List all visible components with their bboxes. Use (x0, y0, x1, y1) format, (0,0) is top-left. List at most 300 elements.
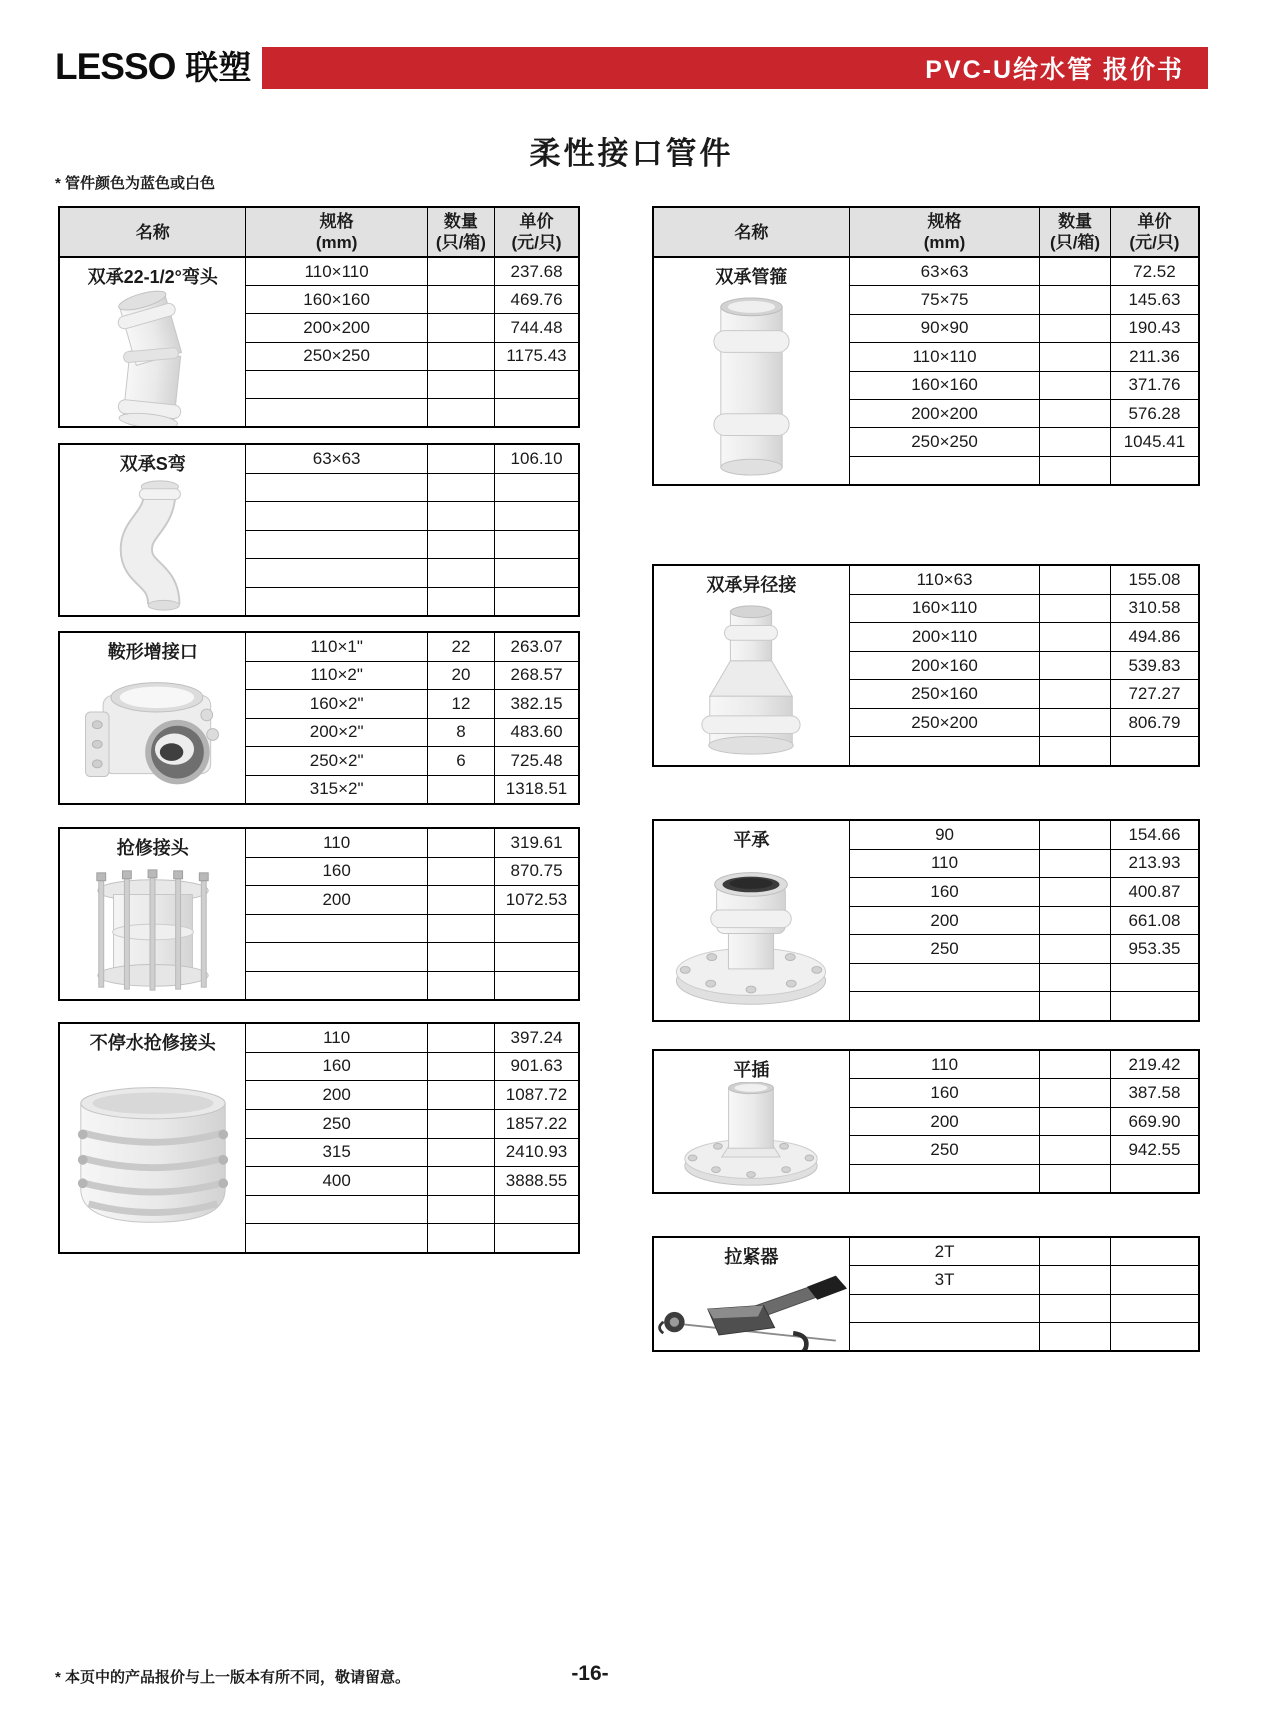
qty-cell (428, 399, 495, 426)
table-row (850, 1079, 1198, 1107)
spec-cell (246, 1224, 427, 1252)
price-cell (495, 1224, 578, 1252)
spec-rows (850, 821, 1198, 1020)
table-row (850, 850, 1198, 879)
spec-cell: 315×2" (246, 776, 427, 804)
qty-cell (1040, 992, 1111, 1020)
qty-cell (1040, 1079, 1111, 1106)
logo-latin-text: LESSO (55, 46, 176, 87)
price-cell (1111, 992, 1198, 1020)
price-cell (1111, 1238, 1198, 1265)
spec-cell: 110×63 (850, 566, 1040, 594)
product-name: 双承管箍 (715, 266, 788, 287)
qty-cell (428, 314, 495, 341)
spec-cell: 250×200 (850, 709, 1040, 737)
spec-rows (246, 829, 578, 999)
table-row (850, 935, 1198, 964)
price-cell: 400.87 (1128, 881, 1181, 901)
qty-cell (428, 1053, 495, 1081)
qty-cell (428, 829, 495, 857)
table-header-row (654, 208, 1198, 258)
price-cell: 942.55 (1128, 1139, 1181, 1159)
qty-cell (1040, 709, 1111, 737)
qty-cell: 8 (428, 719, 495, 747)
flange-socket-icon (654, 852, 849, 1020)
spec-rows (246, 1024, 578, 1252)
spec-cell: 2T (850, 1238, 1040, 1265)
table-row (246, 633, 578, 662)
spec-cell: 110×1" (246, 633, 427, 661)
price-cell: 106.10 (510, 448, 563, 468)
price-cell: 1318.51 (505, 779, 568, 799)
table-row (850, 566, 1198, 595)
table-row (246, 258, 578, 286)
qty-cell (1040, 286, 1111, 313)
product-table (58, 206, 580, 428)
product-name: 双承异径接 (706, 574, 797, 595)
spec-cell (850, 1165, 1040, 1192)
spec-cell: 200 (246, 886, 427, 914)
price-cell: 211.36 (1129, 346, 1180, 366)
spec-cell (246, 1196, 427, 1224)
elbow-22-icon (60, 289, 245, 426)
product-name: 抢修接头 (116, 837, 189, 858)
col-header-spec-line: 规格 (319, 212, 354, 231)
spec-cell (246, 371, 427, 398)
right-table-column (652, 206, 1200, 1352)
product-table (652, 819, 1200, 1022)
qty-cell (428, 474, 495, 502)
product-cell (654, 821, 850, 1020)
price-cell (1111, 457, 1198, 484)
spec-cell: 160×160 (246, 286, 427, 313)
footer-note: * 本页中的产品报价与上一版本有所不同，敬请留意。 (55, 1669, 411, 1686)
qty-cell (1040, 623, 1111, 651)
table-row (850, 286, 1198, 314)
table-row (850, 1323, 1198, 1350)
banner (262, 47, 1208, 89)
price-cell: 310.58 (1128, 598, 1181, 618)
price-cell (495, 1196, 578, 1224)
table-row (246, 531, 578, 560)
spec-cell: 90 (850, 821, 1040, 849)
qty-cell (428, 1224, 495, 1252)
spec-cell (850, 992, 1040, 1020)
spec-cell (850, 964, 1040, 992)
spec-cell: 110 (850, 850, 1040, 878)
spec-cell: 200 (246, 1081, 427, 1109)
table-row (246, 474, 578, 503)
table-row (246, 858, 578, 887)
product-table (58, 631, 580, 805)
product-cell (60, 1024, 246, 1252)
price-cell (495, 371, 578, 398)
table-row (246, 314, 578, 342)
spec-cell: 160 (246, 858, 427, 886)
price-cell: 387.58 (1128, 1083, 1181, 1103)
table-row (850, 964, 1198, 993)
qty-cell: 22 (428, 633, 495, 661)
qty-cell (428, 286, 495, 313)
qty-cell (428, 776, 495, 804)
price-cell (1111, 737, 1198, 765)
price-cell: 576.28 (1128, 403, 1181, 423)
product-cell (60, 258, 246, 426)
spec-cell: 160 (850, 878, 1040, 906)
table-body (60, 633, 578, 803)
price-cell: 901.63 (510, 1056, 563, 1076)
qty-cell (1040, 315, 1111, 342)
left-table-column (58, 206, 580, 1254)
product-table (652, 206, 1200, 486)
table-row (850, 595, 1198, 624)
spec-cell (850, 457, 1040, 484)
table-row (246, 1167, 578, 1196)
price-cell (1111, 1266, 1198, 1293)
qty-cell (428, 943, 495, 971)
qty-cell (1040, 964, 1111, 992)
coupling-icon (654, 289, 849, 484)
table-row (246, 662, 578, 691)
spec-rows (850, 258, 1198, 484)
price-cell (1111, 1165, 1198, 1192)
table-row (246, 886, 578, 915)
s-bend-icon (60, 476, 245, 615)
qty-cell (1040, 595, 1111, 623)
table-row (850, 457, 1198, 484)
spec-cell: 110 (246, 1024, 427, 1052)
price-cell: 397.24 (510, 1027, 563, 1047)
product-table (58, 443, 580, 617)
product-cell (654, 1051, 850, 1192)
price-cell: 1072.53 (505, 889, 568, 909)
product-name: 双承S弯 (119, 453, 186, 474)
table-row (246, 690, 578, 719)
qty-cell (1040, 1051, 1111, 1078)
spec-cell: 110 (850, 1051, 1040, 1078)
price-cell (1111, 1295, 1198, 1322)
flange-spigot-icon (654, 1082, 849, 1192)
product-cell (654, 1238, 850, 1350)
spec-cell: 160 (850, 1079, 1040, 1106)
price-cell: 319.61 (510, 832, 563, 852)
spec-cell: 200×200 (246, 314, 427, 341)
qty-cell (1040, 372, 1111, 399)
cable-puller-icon (654, 1269, 849, 1350)
spec-rows (850, 1238, 1198, 1350)
price-cell (495, 474, 578, 502)
table-row (850, 1295, 1198, 1323)
spec-cell (246, 474, 427, 502)
price-cell: 725.48 (510, 750, 563, 770)
spec-cell: 250×250 (850, 428, 1040, 455)
product-cell (654, 566, 850, 765)
table-row (246, 502, 578, 531)
table-body (60, 258, 578, 426)
page-title: 柔性接口管件 (529, 136, 734, 171)
spec-cell (850, 1323, 1040, 1350)
table-row (850, 372, 1198, 400)
table-body (654, 821, 1198, 1020)
price-cell (1111, 964, 1198, 992)
qty-cell (428, 915, 495, 943)
price-cell: 268.57 (510, 665, 563, 685)
no-stop-repair-icon (60, 1055, 245, 1252)
table-row (850, 1238, 1198, 1266)
table-row (850, 258, 1198, 286)
spec-cell: 200×200 (850, 400, 1040, 427)
qty-cell (1040, 258, 1111, 285)
table-body (654, 566, 1198, 765)
qty-cell: 6 (428, 747, 495, 775)
table-row (850, 709, 1198, 738)
col-header-qty (428, 208, 495, 256)
qty-cell (1040, 935, 1111, 963)
qty-cell (428, 371, 495, 398)
spec-cell (246, 399, 427, 426)
spec-cell: 200 (850, 907, 1040, 935)
spec-rows (850, 566, 1198, 765)
spec-cell: 75×75 (850, 286, 1040, 313)
qty-cell (428, 1139, 495, 1167)
table-row (850, 907, 1198, 936)
spec-cell: 160×110 (850, 595, 1040, 623)
table-row (850, 821, 1198, 850)
price-cell: 190.43 (1128, 318, 1181, 338)
table-row (850, 343, 1198, 371)
price-cell: 806.79 (1128, 712, 1181, 732)
qty-cell (1040, 1238, 1111, 1265)
col-header-name-line: 名称 (734, 222, 769, 242)
product-name: 不停水抢修接头 (89, 1032, 216, 1053)
table-row (246, 943, 578, 972)
spec-cell: 110×110 (850, 343, 1040, 370)
price-cell: 3888.55 (505, 1170, 568, 1190)
qty-cell (1040, 457, 1111, 484)
spec-cell (850, 1295, 1040, 1322)
qty-cell (1040, 1136, 1111, 1163)
product-table (652, 1236, 1200, 1352)
product-name: 双承22-1/2°弯头 (87, 266, 218, 287)
price-cell: 953.35 (1128, 939, 1181, 959)
col-header-price (495, 208, 578, 256)
spec-cell: 160×2" (246, 690, 427, 718)
qty-cell (1040, 1295, 1111, 1322)
table-row (850, 623, 1198, 652)
col-header-qty-line: 数量 (1058, 212, 1093, 231)
spec-cell: 200×160 (850, 652, 1040, 680)
spec-cell (246, 531, 427, 559)
qty-cell (1040, 1323, 1111, 1350)
spec-rows (246, 258, 578, 426)
spec-cell (850, 737, 1040, 765)
col-header-price-line: (元/只) (511, 233, 562, 252)
price-cell: 237.68 (510, 261, 563, 281)
table-row (246, 776, 578, 804)
col-header-name (60, 208, 246, 256)
price-cell: 1857.22 (505, 1113, 568, 1133)
lesso-logo (55, 42, 251, 89)
qty-cell (428, 343, 495, 370)
spec-cell (246, 915, 427, 943)
price-cell: 539.83 (1128, 655, 1181, 675)
table-row (246, 1110, 578, 1139)
product-name: 平插 (733, 1059, 770, 1080)
table-body (60, 829, 578, 999)
spec-cell (246, 502, 427, 530)
price-cell (495, 588, 578, 616)
price-cell (495, 943, 578, 971)
spec-cell: 250×2" (246, 747, 427, 775)
qty-cell (1040, 566, 1111, 594)
spec-cell: 200×110 (850, 623, 1040, 651)
price-cell (495, 559, 578, 587)
qty-cell (428, 1081, 495, 1109)
qty-cell (1040, 400, 1111, 427)
reducer-icon (654, 597, 849, 765)
price-cell: 263.07 (510, 636, 563, 656)
spec-cell: 90×90 (850, 315, 1040, 342)
table-row (850, 1266, 1198, 1294)
spec-cell: 250 (850, 1136, 1040, 1163)
table-row (246, 829, 578, 858)
price-cell: 155.08 (1128, 569, 1181, 589)
table-row (850, 992, 1198, 1020)
price-cell (495, 531, 578, 559)
table-body (60, 445, 578, 615)
col-header-name (654, 208, 850, 256)
table-row (850, 680, 1198, 709)
price-cell: 669.90 (1128, 1111, 1181, 1131)
qty-cell (428, 1196, 495, 1224)
price-cell: 1175.43 (506, 346, 567, 366)
price-cell: 219.42 (1128, 1054, 1181, 1074)
table-row (850, 400, 1198, 428)
table-row (246, 1081, 578, 1110)
qty-cell (428, 445, 495, 473)
spec-cell: 250×160 (850, 680, 1040, 708)
spec-cell: 110×2" (246, 662, 427, 690)
product-table (652, 564, 1200, 767)
spec-cell: 63×63 (246, 445, 427, 473)
table-row (246, 719, 578, 748)
product-table (58, 827, 580, 1001)
table-row (246, 1024, 578, 1053)
table-row (246, 343, 578, 371)
table-row (850, 878, 1198, 907)
table-row (246, 747, 578, 776)
table-row (246, 1053, 578, 1082)
qty-cell (1040, 428, 1111, 455)
qty-cell (428, 502, 495, 530)
qty-cell (1040, 878, 1111, 906)
spec-cell: 110 (246, 829, 427, 857)
price-cell: 382.15 (510, 693, 563, 713)
table-row (246, 286, 578, 314)
table-row (246, 1224, 578, 1252)
table-row (850, 1051, 1198, 1079)
product-cell (654, 258, 850, 484)
product-table (58, 1022, 580, 1254)
spec-cell (246, 588, 427, 616)
price-cell: 154.66 (1128, 824, 1181, 844)
price-cell (1111, 1323, 1198, 1350)
table-row (850, 1136, 1198, 1164)
price-cell (495, 502, 578, 530)
col-header-qty-line: 数量 (443, 212, 478, 231)
table-row (246, 559, 578, 588)
product-table (652, 1049, 1200, 1194)
table-body (654, 1238, 1198, 1350)
product-cell (60, 633, 246, 803)
spec-cell (246, 943, 427, 971)
table-row (850, 1165, 1198, 1192)
qty-cell (428, 588, 495, 616)
saddle-clamp-icon (60, 664, 245, 803)
qty-cell (1040, 907, 1111, 935)
qty-cell (1040, 1165, 1111, 1192)
price-cell: 213.93 (1128, 853, 1181, 873)
table-row (246, 588, 578, 616)
spec-cell: 160 (246, 1053, 427, 1081)
repair-coupling-icon (60, 860, 245, 999)
qty-cell: 12 (428, 690, 495, 718)
col-header-spec-line: (mm) (315, 233, 358, 252)
spec-cell: 250×250 (246, 343, 427, 370)
table-row (850, 737, 1198, 765)
spec-cell: 400 (246, 1167, 427, 1195)
price-cell: 483.60 (510, 722, 563, 742)
col-header-spec-line: 规格 (927, 212, 962, 231)
price-cell: 1045.41 (1123, 431, 1186, 451)
banner-title: PVC-U给水管 报价书 (925, 56, 1184, 84)
col-header-name-line: 名称 (135, 222, 170, 242)
table-body (654, 258, 1198, 484)
table-header-row (60, 208, 578, 258)
table-row (246, 915, 578, 944)
qty-cell (1040, 821, 1111, 849)
table-body (654, 1051, 1198, 1192)
spec-cell (246, 972, 427, 1000)
qty-cell (428, 1110, 495, 1138)
price-cell: 494.86 (1128, 626, 1181, 646)
spec-cell: 200×2" (246, 719, 427, 747)
product-cell (60, 445, 246, 615)
spec-cell (246, 559, 427, 587)
price-cell (495, 915, 578, 943)
table-row (850, 315, 1198, 343)
qty-cell (428, 858, 495, 886)
qty-cell (1040, 850, 1111, 878)
col-header-price-line: 单价 (1137, 212, 1172, 231)
qty-cell (1040, 1266, 1111, 1293)
table-row (246, 399, 578, 426)
page-number: -16- (571, 1662, 609, 1685)
spec-cell: 250 (246, 1110, 427, 1138)
table-row (850, 652, 1198, 681)
price-cell (495, 972, 578, 1000)
table-row (850, 1108, 1198, 1136)
qty-cell (1040, 737, 1111, 765)
spec-rows (246, 445, 578, 615)
price-cell: 744.48 (510, 317, 563, 337)
qty-cell (428, 886, 495, 914)
product-name: 拉紧器 (724, 1246, 779, 1267)
color-note: * 管件颜色为蓝色或白色 (55, 175, 216, 192)
table-row (246, 1139, 578, 1168)
qty-cell (1040, 1108, 1111, 1135)
price-cell: 727.27 (1128, 684, 1181, 704)
